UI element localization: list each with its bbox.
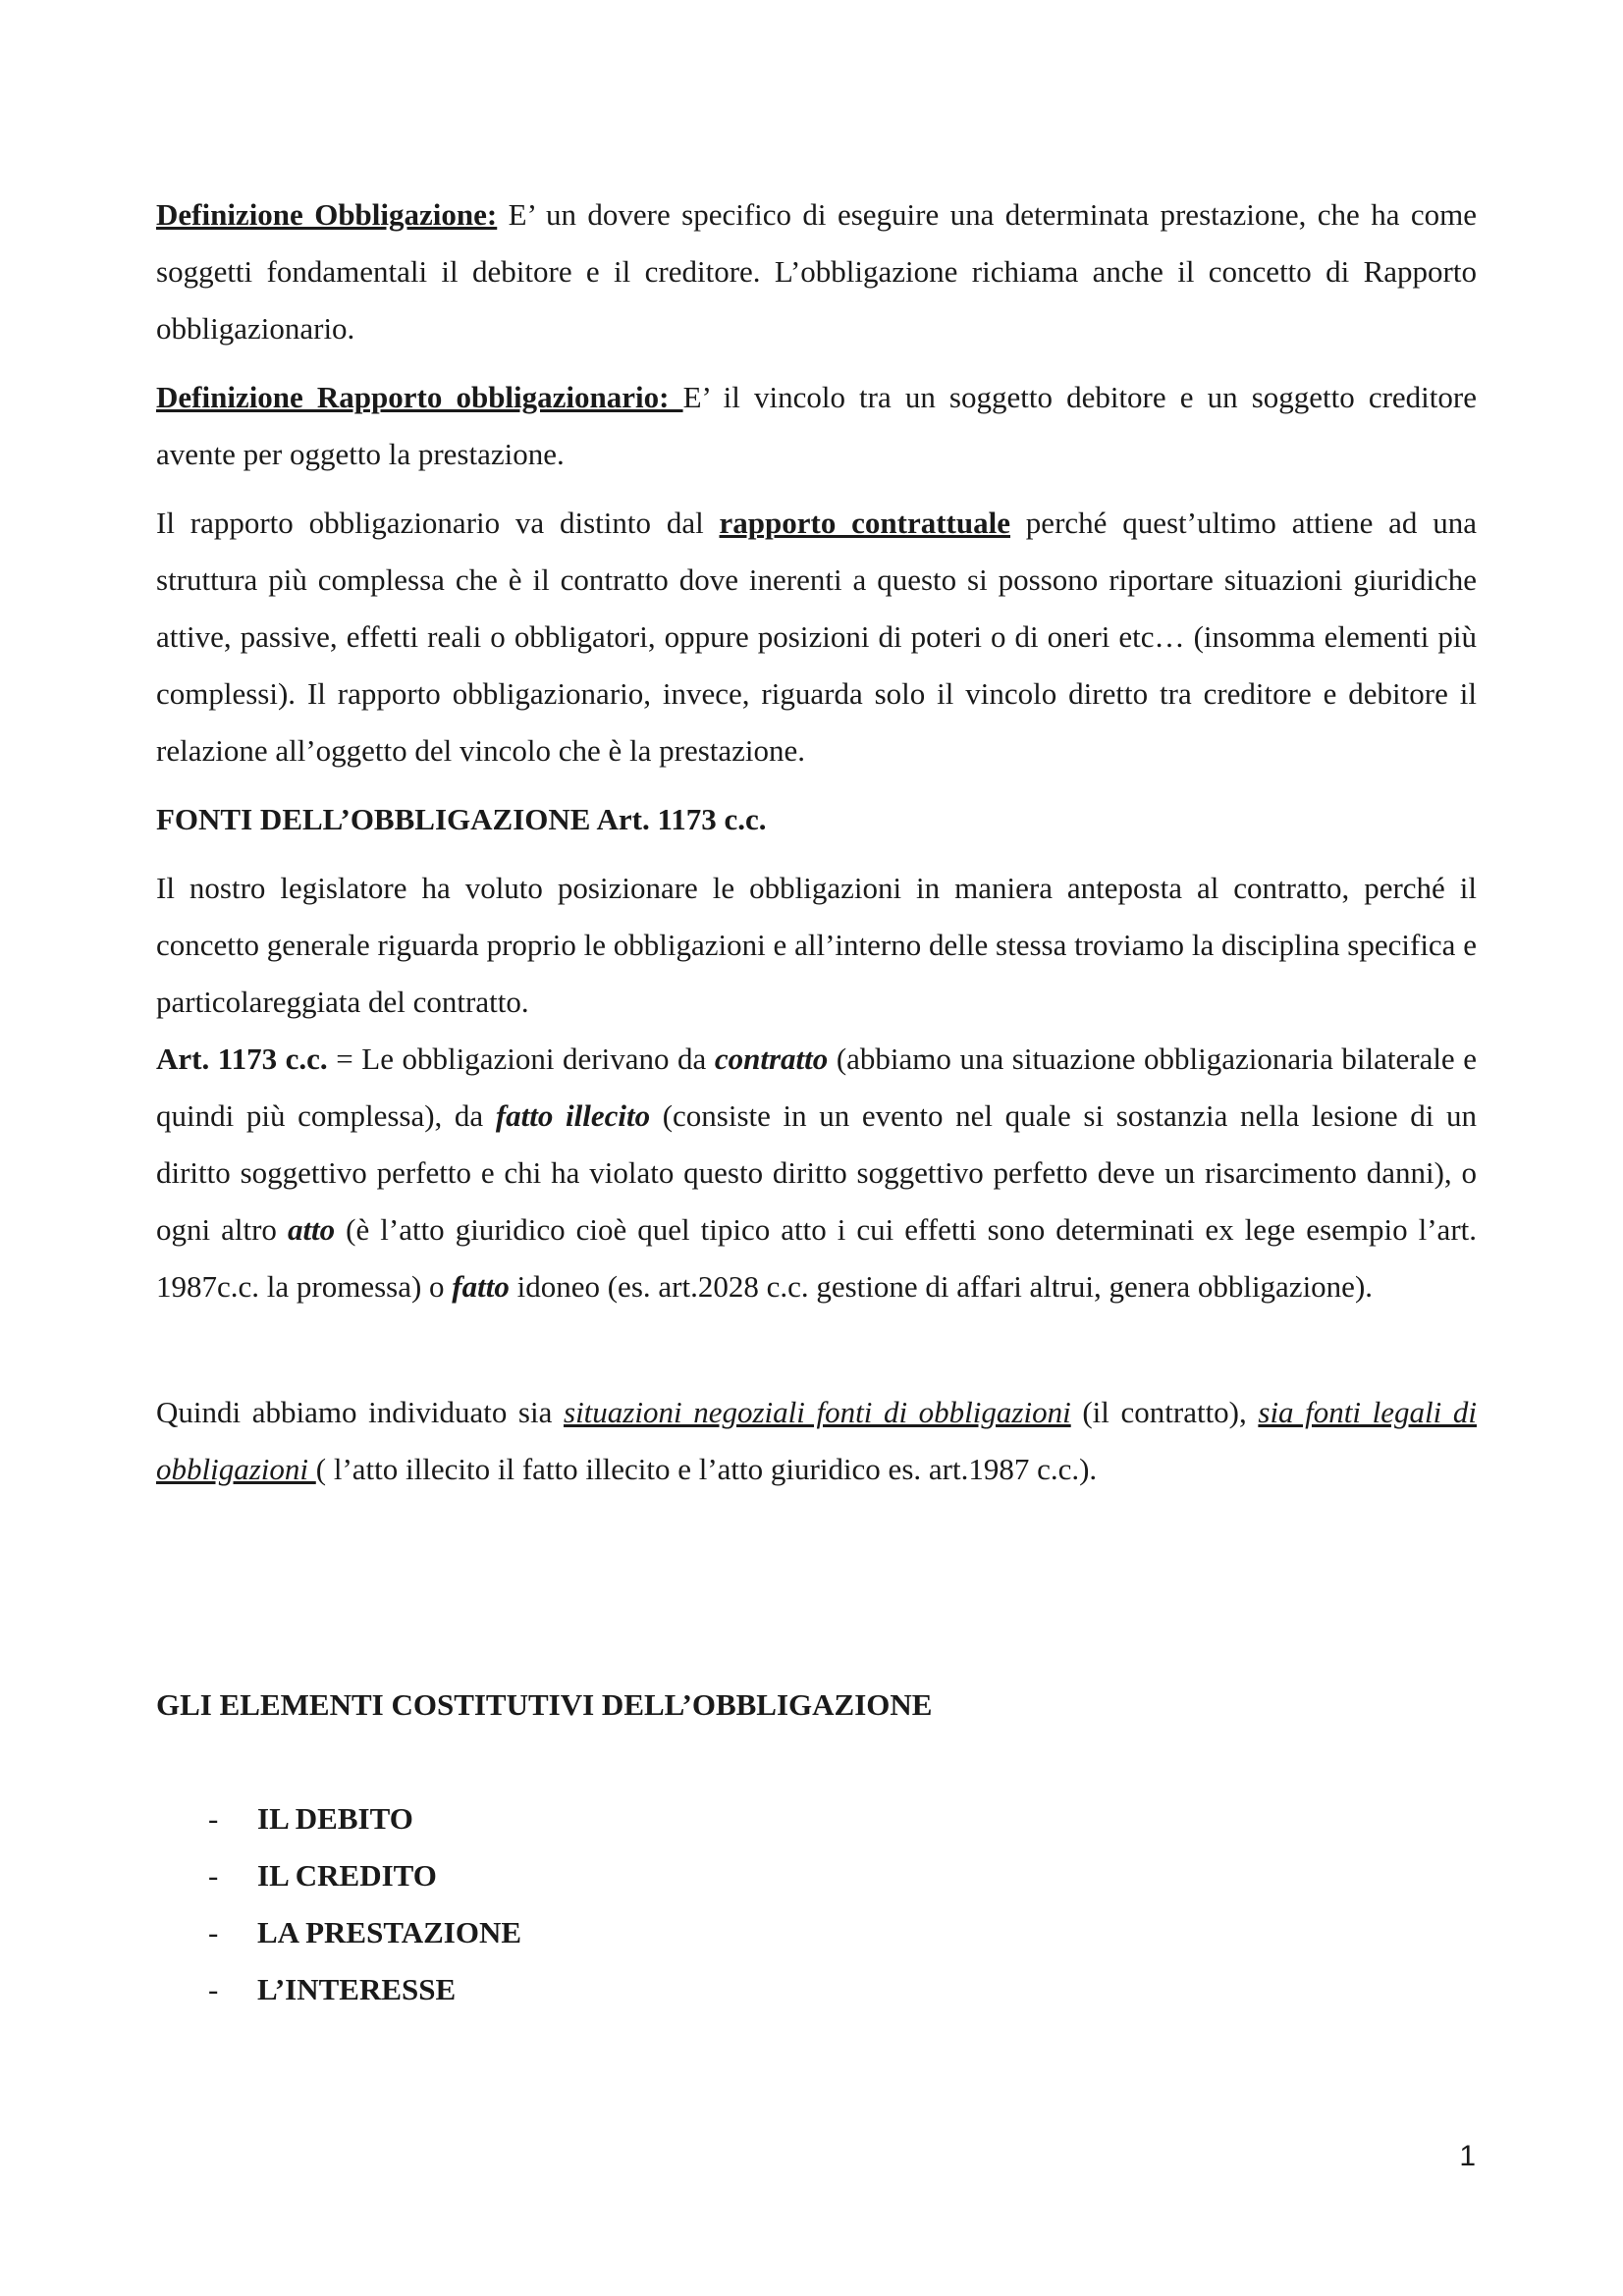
list-item [156, 1904, 1477, 1961]
text-run: Quindi abbiamo individuato sia [156, 1395, 564, 1429]
emphasis-rapporto-contrattuale: rapporto contrattuale [719, 506, 1010, 540]
bullet-dash: - [208, 1972, 219, 2006]
bullet-dash: - [208, 1858, 219, 1893]
term-contratto: contratto [714, 1041, 829, 1076]
paragraph-definizione-obbligazione [156, 187, 1477, 357]
text-run: (abbiamo una situazione obbligazionaria bilaterale e quindi più complessa), da [156, 1041, 1478, 1133]
text-run: idoneo (es. art.2028 c.c. gestione di affari altrui, genera obbligazione). [509, 1269, 1374, 1304]
text-run: Il rapporto obbligazionario va distinto dal [156, 506, 720, 540]
bullet-dash: - [208, 1801, 219, 1836]
paragraph-definizione-rapporto [156, 369, 1477, 483]
list-item-label: L’INTERESSE [257, 1972, 457, 2006]
article-reference: Art. 1173 c.c. [156, 1041, 328, 1076]
blank-line [156, 1327, 1477, 1384]
list-item-label: IL CREDITO [257, 1858, 437, 1893]
definition-text: E’ il vincolo tra un soggetto debitore e un soggetto creditore avente per oggetto la prestazione. [156, 380, 1477, 471]
definition-label: Definizione Obbligazione: [156, 197, 498, 232]
underlined-situazioni-negoziali: situazioni negoziali fonti di obbligazioni [564, 1395, 1071, 1429]
paragraph-art-1173 [156, 1031, 1477, 1315]
bullet-dash: - [208, 1915, 219, 1949]
text-run: (è l’atto giuridico cioè quel tipico atto i cui effetti sono determinati ex lege esempio l’art. 1987c.c. la promessa) o [156, 1212, 1478, 1304]
term-fatto-illecito: fatto illecito [495, 1098, 651, 1133]
list-item-label: IL DEBITO [257, 1801, 413, 1836]
list-item [156, 1790, 1477, 1847]
list-item [156, 1961, 1477, 2018]
page-number: 1 [1459, 2140, 1476, 2172]
underlined-fonti-legali: sia fonti legali di obbligazioni [156, 1395, 1477, 1486]
section-title-elementi: GLI ELEMENTI COSTITUTIVI DELL’OBBLIGAZIONE [156, 1687, 933, 1722]
text-run: (il contratto), [1070, 1395, 1259, 1429]
text-run: ( l’atto illecito il fatto illecito e l’atto giuridico es. art.1987 c.c.). [315, 1452, 1098, 1486]
term-fatto: fatto [452, 1269, 510, 1304]
definition-label: Definizione Rapporto obbligazionario: [156, 380, 683, 414]
paragraph-quindi [156, 1384, 1477, 1498]
text-run: = Le obbligazioni derivano da [327, 1041, 715, 1076]
text-run: (consiste in un evento nel quale si sostanzia nella lesione di un diritto soggettivo perfetto e chi ha violato questo diritto soggettivo perfetto deve un risarcimento danni), o ogni altro [156, 1098, 1477, 1247]
list-item [156, 1847, 1477, 1904]
definition-text: E’ un dovere specifico di eseguire una determinata prestazione, che ha come soggetti fondamentali il debitore e il creditore. L’obbligazione richiama anche il concetto di Rapporto obbligazionario. [156, 197, 1477, 346]
list-item-label: LA PRESTAZIONE [257, 1915, 522, 1949]
paragraph-rapporto-distinzione [156, 495, 1477, 779]
document-body [156, 187, 1477, 2018]
paragraph-legislatore: Il nostro legislatore ha voluto posizionare le obbligazioni in maniera anteposta al contratto, perché il concetto generale riguarda proprio le obbligazioni e all’interno delle stessa troviamo la disciplina specifica e particolareggiata del contratto. [156, 871, 1477, 1019]
text-run: perché quest’ultimo attiene ad una struttura più complessa che è il contratto dove inerenti a questo si possono riportare situazioni giuridiche attive, passive, effetti reali o obbligatori, oppure posizioni di poteri o di oneri etc… (insomma elementi più complessi). Il rapporto obbligazionario, invece, riguarda solo il vincolo diretto tra creditore e debitore il relazione all’oggetto del vincolo che è la prestazione. [156, 506, 1477, 768]
heading-fonti: FONTI DELL’OBBLIGAZIONE Art. 1173 c.c. [156, 802, 767, 836]
blank-line [156, 1734, 1477, 1790]
term-atto: atto [287, 1212, 336, 1247]
elements-list [156, 1790, 1477, 2018]
blank-space [156, 1510, 1477, 1677]
